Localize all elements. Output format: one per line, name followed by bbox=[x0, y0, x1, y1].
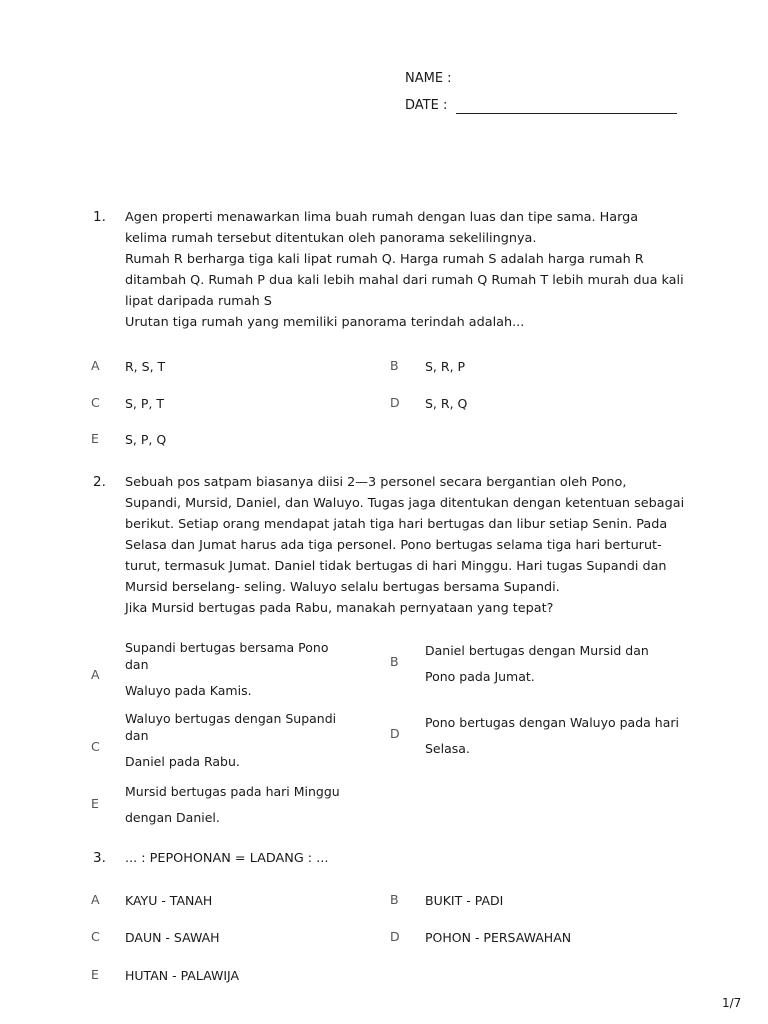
question-3-text bbox=[125, 848, 695, 869]
question-2-line: turut, termasuk Jumat. Daniel tidak bertugas di hari Minggu. Hari tugas Supandi dan bbox=[125, 559, 667, 574]
question-1-line: kelima rumah tersebut ditentukan oleh panorama sekelilingnya. bbox=[125, 231, 537, 246]
q2-option-d-line: Pono bertugas dengan Waluyo pada hari bbox=[425, 715, 679, 730]
q3-option-b[interactable]: BUKIT - PADI bbox=[425, 893, 504, 908]
q1-option-a-letter: A bbox=[91, 358, 100, 373]
q2-option-c-line: dan bbox=[125, 728, 149, 743]
question-2-line: Jika Mursid bertugas pada Rabu, manakah pernyataan yang tepat? bbox=[125, 601, 554, 616]
q1-option-d-letter: D bbox=[390, 395, 400, 410]
question-1-line: Agen properti menawarkan lima buah rumah dengan luas dan tipe sama. Harga bbox=[125, 210, 639, 225]
q2-option-a[interactable] bbox=[125, 639, 328, 699]
q2-option-d[interactable] bbox=[425, 714, 679, 757]
q2-option-b-letter: B bbox=[390, 654, 399, 669]
question-2-line: Selasa dan Jumat harus ada tiga personel. Pono bertugas selama tiga hari berturut- bbox=[125, 538, 662, 553]
q3-option-c-letter: C bbox=[91, 929, 100, 944]
q3-option-b-letter: B bbox=[390, 892, 399, 907]
q2-option-a-line: Supandi bertugas bersama Pono bbox=[125, 640, 329, 655]
q2-option-a-line: dan bbox=[125, 657, 149, 672]
question-2-number: 2. bbox=[93, 474, 106, 490]
date-label: DATE : bbox=[405, 98, 448, 113]
q2-option-a-line: Waluyo pada Kamis. bbox=[125, 683, 252, 698]
q2-option-c[interactable] bbox=[125, 710, 336, 770]
q1-option-c[interactable]: S, P, T bbox=[125, 396, 165, 411]
q1-option-c-letter: C bbox=[91, 395, 100, 410]
q2-option-e-line: dengan Daniel. bbox=[125, 810, 220, 825]
q2-option-c-letter: C bbox=[91, 739, 100, 754]
name-label: NAME : bbox=[405, 71, 452, 86]
q2-option-b-line: Daniel bertugas dengan Mursid dan bbox=[425, 643, 649, 658]
q1-option-a[interactable]: R, S, T bbox=[125, 359, 166, 374]
q2-option-b-line: Pono pada Jumat. bbox=[425, 669, 535, 684]
q1-option-b[interactable]: S, R, P bbox=[425, 359, 466, 374]
question-2-line: Sebuah pos satpam biasanya diisi 2—3 personel secara bergantian oleh Pono, bbox=[125, 475, 627, 490]
q1-option-e-letter: E bbox=[91, 431, 99, 446]
question-1-line: ditambah Q. Rumah P dua kali lebih mahal dari rumah Q Rumah T lebih murah dua kali bbox=[125, 273, 684, 288]
q2-option-d-letter: D bbox=[390, 726, 400, 741]
question-1-line: Rumah R berharga tiga kali lipat rumah Q. Harga rumah S adalah harga rumah R bbox=[125, 252, 644, 267]
q1-option-d[interactable]: S, R, Q bbox=[425, 396, 468, 411]
question-1-number: 1. bbox=[93, 209, 106, 225]
question-1-text bbox=[125, 207, 695, 333]
q3-option-e-letter: E bbox=[91, 967, 99, 982]
q3-option-e[interactable]: HUTAN - PALAWIJA bbox=[125, 968, 240, 983]
question-1-line: lipat daripada rumah S bbox=[125, 294, 272, 309]
page-number: 1/7 bbox=[722, 996, 742, 1010]
q3-option-c[interactable]: DAUN - SAWAH bbox=[125, 930, 220, 945]
question-3-number: 3. bbox=[93, 850, 106, 866]
q3-option-a[interactable]: KAYU - TANAH bbox=[125, 893, 213, 908]
q3-option-a-letter: A bbox=[91, 892, 100, 907]
q2-option-e-line: Mursid bertugas pada hari Minggu bbox=[125, 784, 340, 799]
q2-option-e-letter: E bbox=[91, 796, 99, 811]
question-2-line: Mursid berselang- seling. Waluyo selalu bertugas bersama Supandi. bbox=[125, 580, 560, 595]
q3-option-d-letter: D bbox=[390, 929, 400, 944]
q2-option-c-line: Waluyo bertugas dengan Supandi bbox=[125, 711, 337, 726]
question-1-line: Urutan tiga rumah yang memiliki panorama terindah adalah... bbox=[125, 315, 525, 330]
q2-option-d-line: Selasa. bbox=[425, 741, 470, 756]
q3-option-d[interactable]: POHON - PERSAWAHAN bbox=[425, 930, 572, 945]
q1-option-e[interactable]: S, P, Q bbox=[125, 432, 167, 447]
question-2-line: berikut. Setiap orang mendapat jatah tiga hari bertugas dan libur setiap Senin. Pada bbox=[125, 517, 668, 532]
q1-option-b-letter: B bbox=[390, 358, 399, 373]
q2-option-c-line: Daniel pada Rabu. bbox=[125, 754, 240, 769]
q2-option-e[interactable] bbox=[125, 783, 340, 826]
question-2-line: Supandi, Mursid, Daniel, dan Waluyo. Tugas jaga ditentukan dengan ketentuan sebagai bbox=[125, 496, 685, 511]
q2-option-b[interactable] bbox=[425, 642, 649, 685]
q2-option-a-letter: A bbox=[91, 667, 100, 682]
date-blank-line bbox=[456, 113, 677, 114]
question-3-line: ... : PEPOHONAN = LADANG : ... bbox=[125, 851, 329, 866]
question-2-text bbox=[125, 472, 695, 619]
